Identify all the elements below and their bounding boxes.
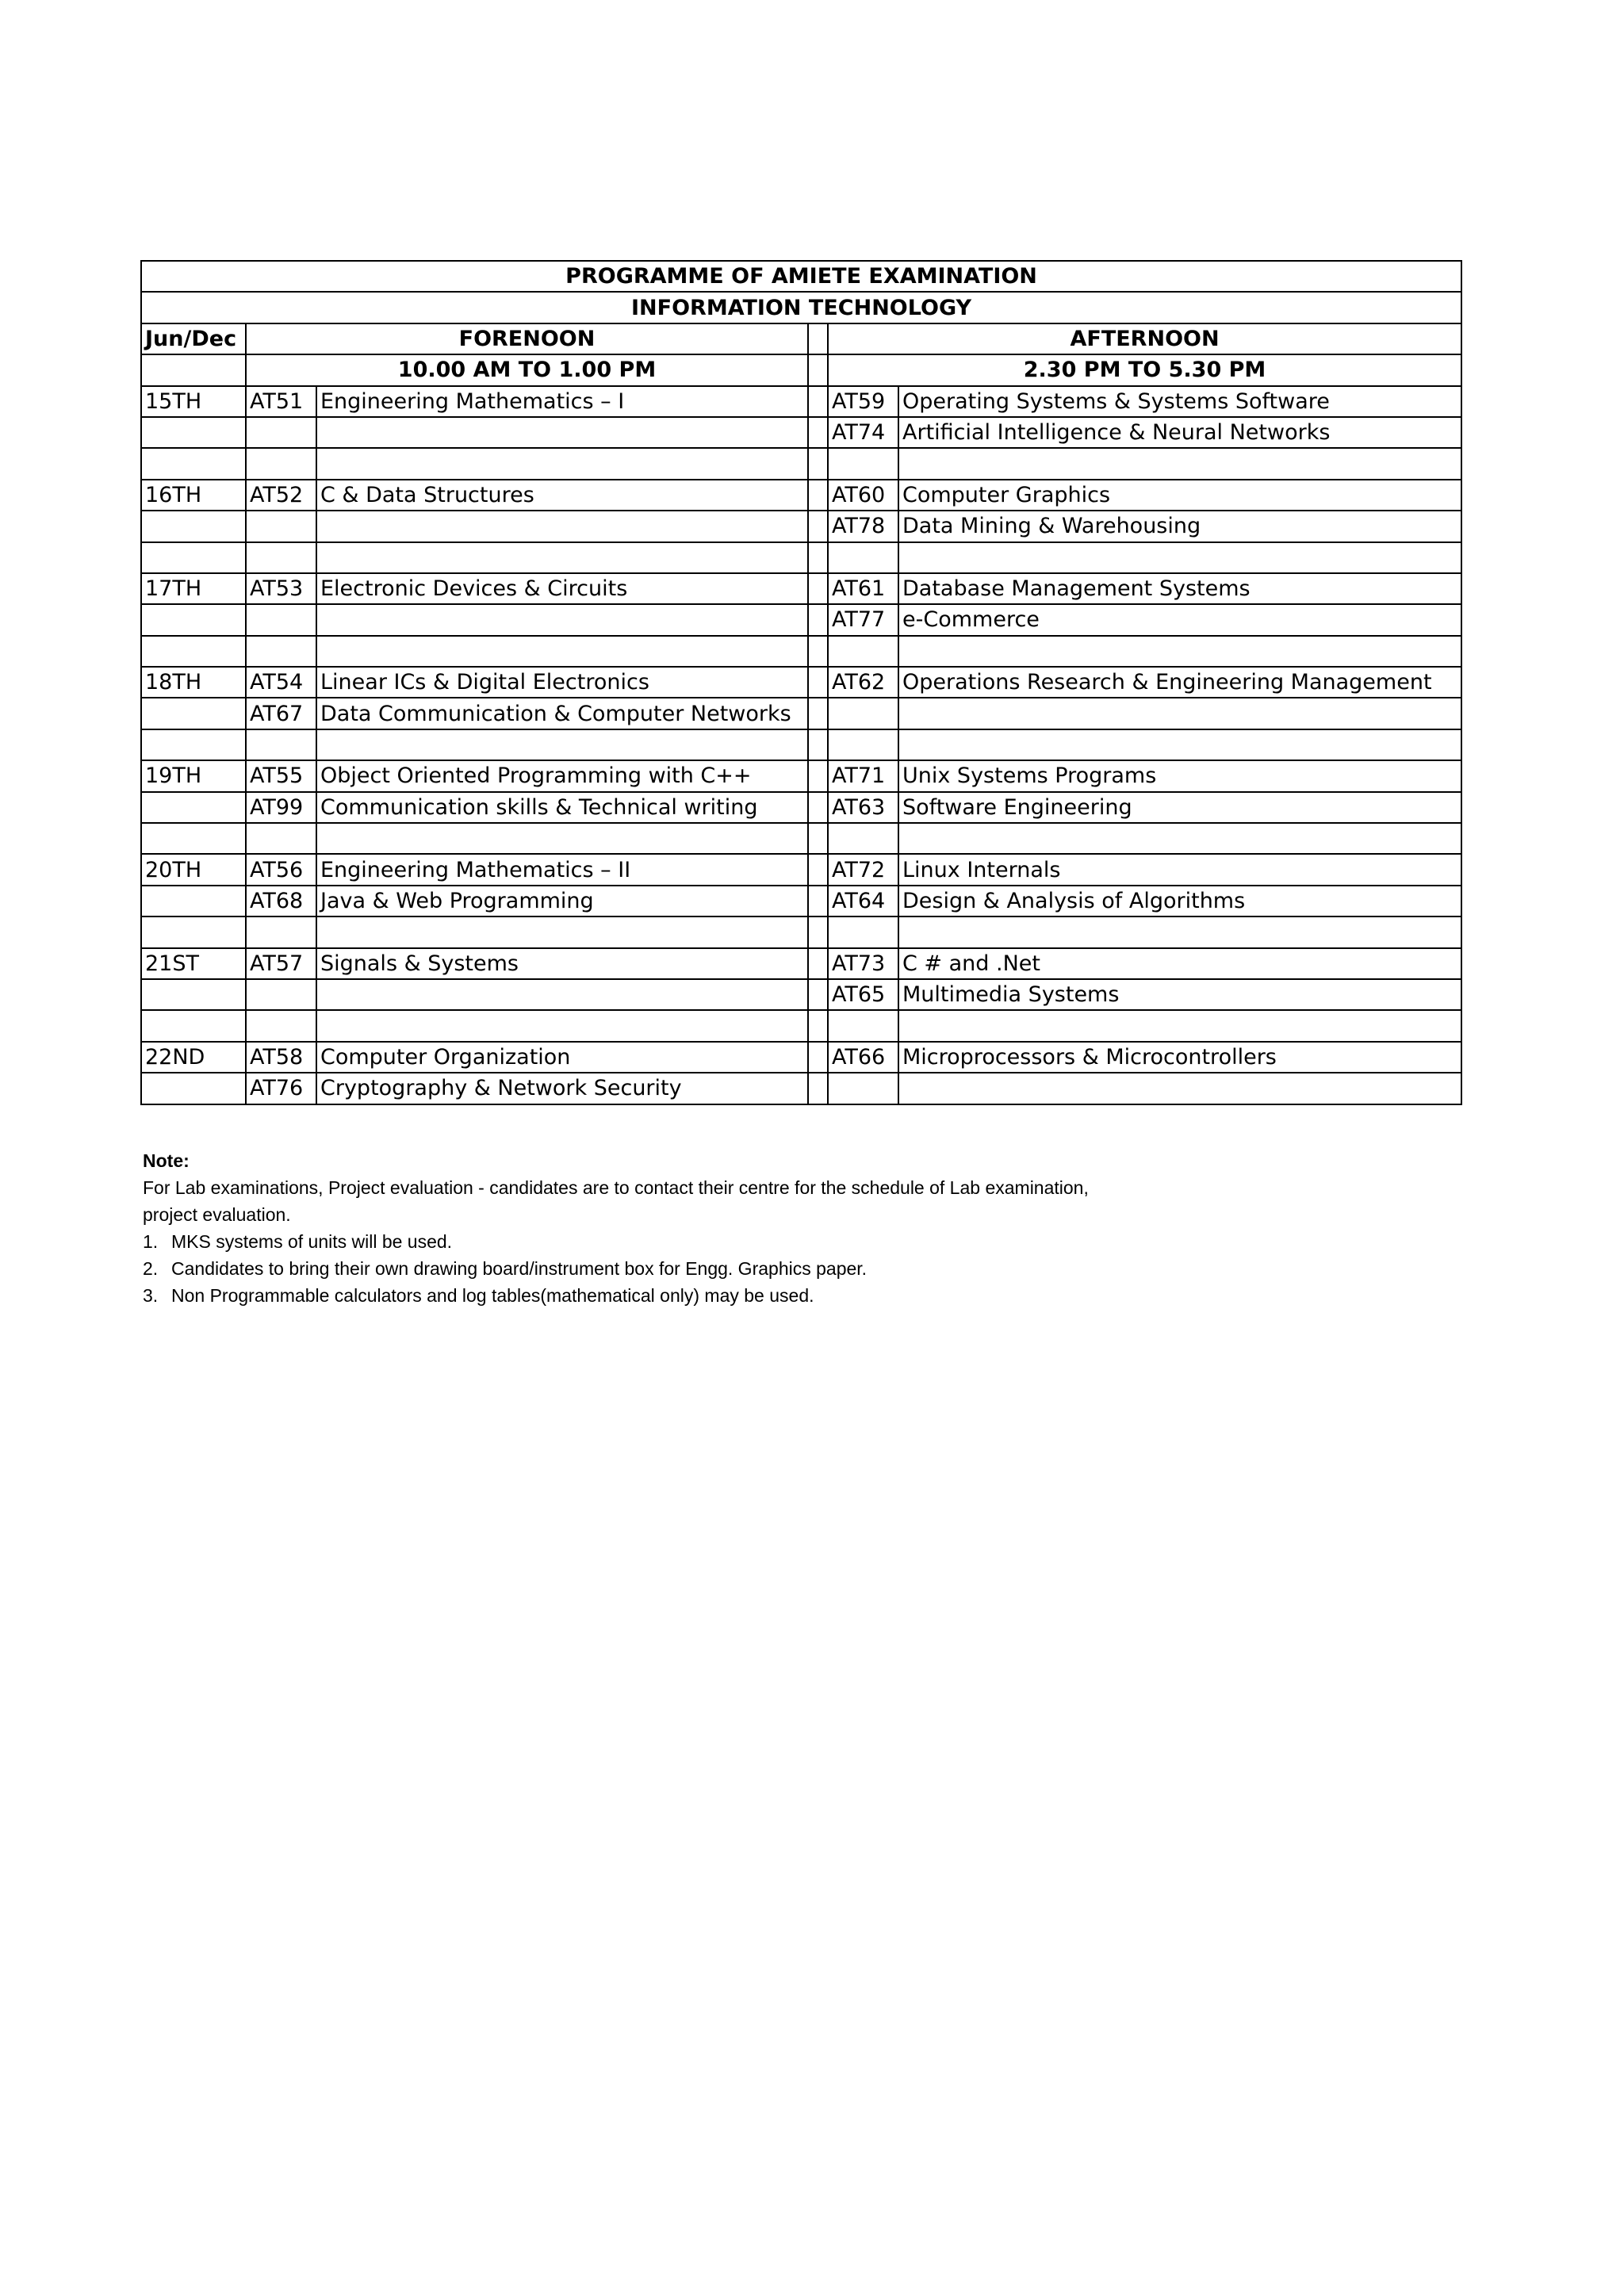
afternoon-subject-cell: Multimedia Systems (898, 979, 1461, 1010)
spacer-cell (808, 667, 828, 698)
afternoon-code-cell (828, 698, 898, 729)
date-cell (141, 511, 246, 541)
notes-section (143, 1147, 1332, 1309)
afternoon-code-cell: AT63 (828, 792, 898, 823)
afternoon-subject-cell: Database Management Systems (898, 573, 1461, 604)
forenoon-code-cell (246, 604, 316, 635)
afternoon-subject-cell: Unix Systems Programs (898, 760, 1461, 791)
date-cell (141, 698, 246, 729)
afternoon-subject-cell (898, 823, 1461, 854)
forenoon-subject-cell: Object Oriented Programming with C++ (316, 760, 808, 791)
schedule-row (141, 511, 1461, 541)
forenoon-code-cell: AT56 (246, 854, 316, 885)
notes-intro-line: project evaluation. (143, 1204, 291, 1225)
afternoon-subject-cell: Data Mining & Warehousing (898, 511, 1461, 541)
forenoon-subject-cell: Signals & Systems (316, 948, 808, 979)
note-item (143, 1228, 1332, 1255)
afternoon-code-cell: AT61 (828, 573, 898, 604)
forenoon-subject-cell (316, 511, 808, 541)
afternoon-subject-cell: Computer Graphics (898, 480, 1461, 511)
note-number: 2. (143, 1258, 159, 1279)
afternoon-subject-cell: C # and .Net (898, 948, 1461, 979)
schedule-row (141, 729, 1461, 760)
schedule-row (141, 573, 1461, 604)
afternoon-code-cell: AT72 (828, 854, 898, 885)
afternoon-subject-cell (898, 636, 1461, 667)
afternoon-subject-cell (898, 1073, 1461, 1104)
afternoon-subject-cell: Design & Analysis of Algorithms (898, 886, 1461, 916)
forenoon-subject-cell: Engineering Mathematics – II (316, 854, 808, 885)
date-cell (141, 542, 246, 573)
schedule-row (141, 604, 1461, 635)
afternoon-code-cell (828, 542, 898, 573)
afternoon-code-cell: AT73 (828, 948, 898, 979)
exam-schedule-table (140, 260, 1462, 1105)
notes-title: Note: (143, 1150, 190, 1171)
schedule-row (141, 823, 1461, 854)
date-cell (141, 886, 246, 916)
date-cell (141, 417, 246, 448)
note-item (143, 1282, 1332, 1309)
schedule-row (141, 792, 1461, 823)
afternoon-subject-cell (898, 448, 1461, 479)
forenoon-subject-cell: Data Communication & Computer Networks (316, 698, 808, 729)
forenoon-code-cell: AT51 (246, 386, 316, 417)
forenoon-subject-cell (316, 916, 808, 947)
forenoon-code-cell: AT57 (246, 948, 316, 979)
afternoon-code-cell: AT71 (828, 760, 898, 791)
page-subtitle: INFORMATION TECHNOLOGY (141, 292, 1461, 323)
spacer-cell (808, 386, 828, 417)
spacer-cell (808, 698, 828, 729)
date-cell: 20TH (141, 854, 246, 885)
date-column-header: Jun/Dec (141, 323, 246, 354)
schedule-row (141, 386, 1461, 417)
forenoon-subject-cell (316, 636, 808, 667)
schedule-row (141, 636, 1461, 667)
forenoon-code-cell (246, 1010, 316, 1041)
forenoon-code-cell: AT53 (246, 573, 316, 604)
spacer-cell (808, 979, 828, 1010)
schedule-row (141, 948, 1461, 979)
date-cell: 18TH (141, 667, 246, 698)
note-text: MKS systems of units will be used. (171, 1231, 453, 1252)
date-cell (141, 636, 246, 667)
afternoon-code-cell: AT59 (828, 386, 898, 417)
spacer-cell (808, 573, 828, 604)
schedule-row (141, 1042, 1461, 1073)
schedule-row (141, 698, 1461, 729)
afternoon-subject-cell: Linux Internals (898, 854, 1461, 885)
date-cell (141, 448, 246, 479)
forenoon-subject-cell: Electronic Devices & Circuits (316, 573, 808, 604)
spacer-cell (808, 1073, 828, 1104)
spacer-cell (141, 354, 246, 385)
date-cell (141, 1073, 246, 1104)
spacer-cell (808, 417, 828, 448)
afternoon-subject-cell: Microprocessors & Microcontrollers (898, 1042, 1461, 1073)
forenoon-code-cell (246, 448, 316, 479)
date-cell: 22ND (141, 1042, 246, 1073)
spacer-cell (808, 354, 828, 385)
date-cell (141, 604, 246, 635)
date-cell (141, 1010, 246, 1041)
date-cell: 21ST (141, 948, 246, 979)
afternoon-code-cell: AT74 (828, 417, 898, 448)
afternoon-subject-cell: Operating Systems & Systems Software (898, 386, 1461, 417)
forenoon-subject-cell (316, 979, 808, 1010)
spacer-cell (808, 542, 828, 573)
date-cell: 16TH (141, 480, 246, 511)
forenoon-code-cell: AT76 (246, 1073, 316, 1104)
schedule-row (141, 760, 1461, 791)
afternoon-code-cell (828, 1073, 898, 1104)
schedule-row (141, 667, 1461, 698)
date-cell (141, 792, 246, 823)
schedule-row (141, 417, 1461, 448)
afternoon-code-cell (828, 448, 898, 479)
afternoon-code-cell: AT65 (828, 979, 898, 1010)
note-text: Non Programmable calculators and log tables(mathematical only) may be used. (171, 1285, 814, 1306)
forenoon-subject-cell (316, 823, 808, 854)
afternoon-code-cell: AT66 (828, 1042, 898, 1073)
forenoon-subject-cell: Linear ICs & Digital Electronics (316, 667, 808, 698)
forenoon-code-cell (246, 729, 316, 760)
date-cell (141, 916, 246, 947)
note-text: Candidates to bring their own drawing board/instrument box for Engg. Graphics paper. (171, 1258, 868, 1279)
date-cell (141, 979, 246, 1010)
forenoon-code-cell (246, 636, 316, 667)
afternoon-header: AFTERNOON (828, 323, 1461, 354)
note-number: 3. (143, 1285, 159, 1306)
forenoon-subject-cell (316, 417, 808, 448)
afternoon-subject-cell (898, 916, 1461, 947)
forenoon-code-cell (246, 979, 316, 1010)
forenoon-subject-cell (316, 604, 808, 635)
note-number: 1. (143, 1231, 159, 1252)
exam-schedule-sheet (140, 260, 1461, 1105)
forenoon-code-cell (246, 916, 316, 947)
forenoon-code-cell: AT99 (246, 792, 316, 823)
spacer-cell (808, 1042, 828, 1073)
forenoon-subject-cell: Computer Organization (316, 1042, 808, 1073)
forenoon-subject-cell: Communication skills & Technical writing (316, 792, 808, 823)
afternoon-code-cell (828, 1010, 898, 1041)
date-cell (141, 729, 246, 760)
afternoon-subject-cell (898, 542, 1461, 573)
forenoon-code-cell: AT55 (246, 760, 316, 791)
afternoon-subject-cell (898, 729, 1461, 760)
schedule-row (141, 480, 1461, 511)
spacer-cell (808, 854, 828, 885)
forenoon-time: 10.00 AM TO 1.00 PM (246, 354, 808, 385)
spacer-cell (808, 916, 828, 947)
note-item (143, 1255, 1332, 1282)
forenoon-header: FORENOON (246, 323, 808, 354)
afternoon-subject-cell (898, 1010, 1461, 1041)
afternoon-code-cell (828, 636, 898, 667)
afternoon-subject-cell (898, 698, 1461, 729)
spacer-cell (808, 636, 828, 667)
afternoon-time: 2.30 PM TO 5.30 PM (828, 354, 1461, 385)
afternoon-subject-cell: e-Commerce (898, 604, 1461, 635)
forenoon-code-cell: AT52 (246, 480, 316, 511)
spacer-cell (808, 729, 828, 760)
forenoon-code-cell (246, 417, 316, 448)
forenoon-code-cell: AT68 (246, 886, 316, 916)
notes-intro-line: For Lab examinations, Project evaluation - candidates are to contact their centre for the schedule of Lab examination, (143, 1177, 1089, 1198)
spacer-cell (808, 1010, 828, 1041)
afternoon-code-cell: AT64 (828, 886, 898, 916)
forenoon-code-cell (246, 823, 316, 854)
spacer-cell (808, 323, 828, 354)
date-cell: 19TH (141, 760, 246, 791)
forenoon-code-cell (246, 511, 316, 541)
date-cell: 15TH (141, 386, 246, 417)
spacer-cell (808, 480, 828, 511)
spacer-cell (808, 792, 828, 823)
afternoon-code-cell: AT60 (828, 480, 898, 511)
forenoon-subject-cell: Cryptography & Network Security (316, 1073, 808, 1104)
forenoon-subject-cell (316, 1010, 808, 1041)
forenoon-subject-cell (316, 729, 808, 760)
schedule-row (141, 916, 1461, 947)
spacer-cell (808, 448, 828, 479)
afternoon-code-cell: AT62 (828, 667, 898, 698)
schedule-row (141, 854, 1461, 885)
forenoon-subject-cell: C & Data Structures (316, 480, 808, 511)
afternoon-code-cell (828, 823, 898, 854)
forenoon-code-cell: AT58 (246, 1042, 316, 1073)
afternoon-subject-cell: Software Engineering (898, 792, 1461, 823)
schedule-row (141, 448, 1461, 479)
spacer-cell (808, 511, 828, 541)
spacer-cell (808, 604, 828, 635)
page-title: PROGRAMME OF AMIETE EXAMINATION (141, 261, 1461, 292)
afternoon-code-cell (828, 916, 898, 947)
spacer-cell (808, 948, 828, 979)
schedule-row (141, 542, 1461, 573)
date-cell (141, 823, 246, 854)
date-cell: 17TH (141, 573, 246, 604)
afternoon-code-cell: AT78 (828, 511, 898, 541)
schedule-row (141, 886, 1461, 916)
forenoon-code-cell: AT54 (246, 667, 316, 698)
spacer-cell (808, 886, 828, 916)
afternoon-code-cell: AT77 (828, 604, 898, 635)
forenoon-subject-cell (316, 448, 808, 479)
spacer-cell (808, 760, 828, 791)
schedule-row (141, 1073, 1461, 1104)
forenoon-subject-cell: Java & Web Programming (316, 886, 808, 916)
forenoon-code-cell: AT67 (246, 698, 316, 729)
spacer-cell (808, 823, 828, 854)
forenoon-subject-cell: Engineering Mathematics – I (316, 386, 808, 417)
afternoon-subject-cell: Artificial Intelligence & Neural Networks (898, 417, 1461, 448)
schedule-row (141, 979, 1461, 1010)
afternoon-subject-cell: Operations Research & Engineering Management (898, 667, 1461, 698)
forenoon-code-cell (246, 542, 316, 573)
schedule-row (141, 1010, 1461, 1041)
forenoon-subject-cell (316, 542, 808, 573)
afternoon-code-cell (828, 729, 898, 760)
